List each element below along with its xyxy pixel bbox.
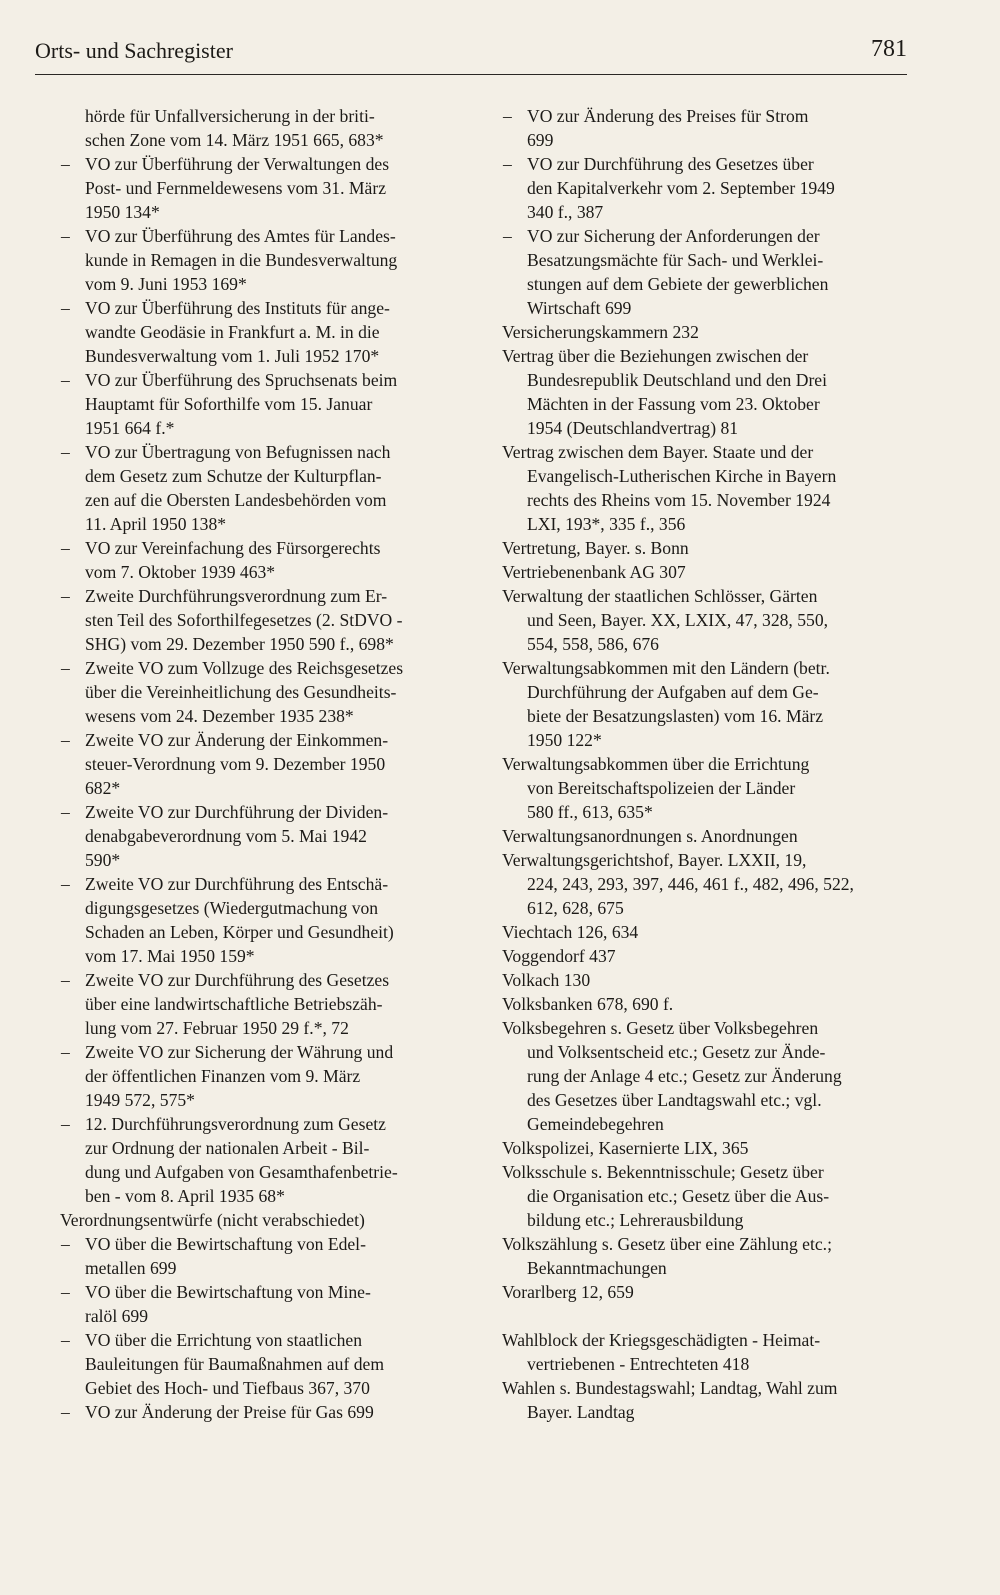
entry-continuation: über die Vereinheitlichung des Gesundheits- <box>85 682 397 702</box>
entry-continuation: steuer-Verordnung vom 9. Dezember 1950 <box>85 754 386 774</box>
entry-continuation: 580 ff., 613, 635* <box>527 802 653 822</box>
index-entry: Volksbanken 678, 690 f. <box>502 994 674 1014</box>
index-entry: Vertrag über die Beziehungen zwischen der <box>502 346 809 366</box>
entry-continuation: Bauleitungen für Baumaßnahmen auf dem <box>85 1354 384 1374</box>
index-entry: Verwaltungsabkommen mit den Ländern (betr. <box>502 658 830 678</box>
entry-continuation: Bundesrepublik Deutschland und den Drei <box>527 370 828 390</box>
entry-continuation: 340 f., 387 <box>527 202 604 222</box>
index-entry: Vertretung, Bayer. s. Bonn <box>502 538 689 558</box>
entry-continuation: wandte Geodäsie in Frankfurt a. M. in die <box>85 322 380 342</box>
entry-continuation: Bayer. Landtag <box>527 1402 635 1422</box>
entry-continuation: über eine landwirtschaftliche Betriebszäh- <box>85 994 383 1014</box>
entry-continuation: rung der Anlage 4 etc.; Gesetz zur Änderung <box>527 1066 842 1086</box>
entry-continuation: 11. April 1950 138* <box>85 514 227 534</box>
entry-continuation: und Seen, Bayer. XX, LXIX, 47, 328, 550, <box>527 610 829 630</box>
entry-continuation: Post- und Fernmeldewesens vom 31. März <box>85 178 387 198</box>
index-subentry: – VO zur Übertragung von Befugnissen nach <box>60 440 470 464</box>
index-subentry: – VO über die Errichtung von staatlichen <box>60 1328 470 1352</box>
index-subentry: – 12. Durchführungsverordnung zum Gesetz <box>60 1112 470 1136</box>
entry-continuation: ralöl 699 <box>85 1306 149 1326</box>
entry-continuation: rechts des Rheins vom 15. November 1924 <box>527 490 831 510</box>
index-subentry: – Zweite VO zum Vollzuge des Reichsgesetzes <box>60 656 470 680</box>
entry-continuation: 590* <box>85 850 121 870</box>
entry-continuation: der öffentlichen Finanzen vom 9. März <box>85 1066 361 1086</box>
entry-continuation: vom 7. Oktober 1939 463* <box>85 562 276 582</box>
entry-continuation: hörde für Unfallversicherung in der briti- <box>85 106 375 126</box>
entry-continuation: Wirtschaft 699 <box>527 298 632 318</box>
index-entry: Voggendorf 437 <box>502 946 616 966</box>
entry-continuation: Besatzungsmächte für Sach- und Werklei- <box>527 250 824 270</box>
index-entry: Versicherungskammern 232 <box>502 322 699 342</box>
index-entry: Volkspolizei, Kasernierte LIX, 365 <box>502 1138 749 1158</box>
entry-continuation: 1950 134* <box>85 202 160 222</box>
entry-continuation: 612, 628, 675 <box>527 898 624 918</box>
index-subentry: – Zweite VO zur Durchführung der Dividen- <box>60 800 470 824</box>
entry-continuation: Durchführung der Aufgaben auf dem Ge- <box>527 682 819 702</box>
index-column-left <box>60 104 470 1424</box>
index-subentry: – VO zur Änderung der Preise für Gas 699 <box>60 1400 470 1424</box>
entry-continuation: dung und Aufgaben von Gesamthafenbetrie- <box>85 1162 398 1182</box>
entry-continuation: vom 17. Mai 1950 159* <box>85 946 255 966</box>
index-entry: Wahlblock der Kriegsgeschädigten - Heimat- <box>502 1330 821 1350</box>
index-subentry: – VO über die Bewirtschaftung von Mine- <box>60 1280 470 1304</box>
entry-continuation: 1954 (Deutschlandvertrag) 81 <box>527 418 739 438</box>
entry-continuation: Evangelisch-Lutherischen Kirche in Bayern <box>527 466 837 486</box>
entry-continuation: des Gesetzes über Landtagswahl etc.; vgl. <box>527 1090 822 1110</box>
index-subentry: – Zweite VO zur Sicherung der Währung und <box>60 1040 470 1064</box>
index-subentry: – VO zur Überführung des Spruchsenats beim <box>60 368 470 392</box>
index-entry: Verwaltungsgerichtshof, Bayer. LXXII, 19, <box>502 850 807 870</box>
index-subentry: – VO zur Änderung des Preises für Strom <box>502 104 912 128</box>
index-subentry: – Zweite VO zur Durchführung des Entschä- <box>60 872 470 896</box>
entry-continuation: wesens vom 24. Dezember 1935 238* <box>85 706 354 726</box>
entry-continuation: Gebiet des Hoch- und Tiefbaus 367, 370 <box>85 1378 370 1398</box>
index-subentry: – VO zur Durchführung des Gesetzes über <box>502 152 912 176</box>
index-entry: Vertriebenenbank AG 307 <box>502 562 686 582</box>
index-entry: Wahlen s. Bundestagswahl; Landtag, Wahl zum <box>502 1378 838 1398</box>
entry-continuation: SHG) vom 29. Dezember 1950 590 f., 698* <box>85 634 394 654</box>
index-subentry: – VO zur Überführung des Instituts für ange- <box>60 296 470 320</box>
entry-continuation: Bekanntmachungen <box>527 1258 667 1278</box>
entry-continuation: von Bereitschaftspolizeien der Länder <box>527 778 796 798</box>
index-subentry: – Zweite VO zur Änderung der Einkommen- <box>60 728 470 752</box>
entry-continuation: Hauptamt für Soforthilfe vom 15. Januar <box>85 394 373 414</box>
entry-continuation: dem Gesetz zum Schutze der Kulturpflan- <box>85 466 382 486</box>
entry-continuation: schen Zone vom 14. März 1951 665, 683* <box>85 130 384 150</box>
index-entry: Vertrag zwischen dem Bayer. Staate und der <box>502 442 814 462</box>
index-subentry: – VO über die Bewirtschaftung von Edel- <box>60 1232 470 1256</box>
entry-continuation: bildung etc.; Lehrerausbildung <box>527 1210 744 1230</box>
entry-continuation: Mächten in der Fassung vom 23. Oktober <box>527 394 820 414</box>
entry-continuation: zur Ordnung der nationalen Arbeit - Bil- <box>85 1138 370 1158</box>
running-title: Orts- und Sachregister <box>35 38 233 63</box>
entry-continuation: Schaden an Leben, Körper und Gesundheit) <box>85 922 394 942</box>
entry-continuation: 224, 243, 293, 397, 446, 461 f., 482, 496, 522, <box>527 874 854 894</box>
entry-continuation: Gemeindebegehren <box>527 1114 664 1134</box>
index-subentry: – Zweite VO zur Durchführung des Gesetzes <box>60 968 470 992</box>
index-entry: Viechtach 126, 634 <box>502 922 639 942</box>
index-entry: Verwaltung der staatlichen Schlösser, Gärten <box>502 586 818 606</box>
entry-continuation: denabgabeverordnung vom 5. Mai 1942 <box>85 826 367 846</box>
index-subentry: – VO zur Sicherung der Anforderungen der <box>502 224 912 248</box>
entry-continuation: kunde in Remagen in die Bundesverwaltung <box>85 250 398 270</box>
entry-continuation: 1951 664 f.* <box>85 418 175 438</box>
page-number: 781 <box>871 36 907 62</box>
index-entry: Verwaltungsabkommen über die Errichtung <box>502 754 810 774</box>
entry-continuation: digungsgesetzes (Wiedergutmachung von <box>85 898 379 918</box>
index-entry: Volkach 130 <box>502 970 591 990</box>
entry-spacer <box>502 1304 912 1328</box>
entry-continuation: ben - vom 8. April 1935 68* <box>85 1186 285 1206</box>
index-entry: Volksschule s. Bekenntnisschule; Gesetz über <box>502 1162 824 1182</box>
index-entry: Vorarlberg 12, 659 <box>502 1282 634 1302</box>
entry-continuation: den Kapitalverkehr vom 2. September 1949 <box>527 178 835 198</box>
entry-continuation: biete der Besatzungslasten) vom 16. März <box>527 706 824 726</box>
index-entry: Volkszählung s. Gesetz über eine Zählung etc.; <box>502 1234 832 1254</box>
index-column-right <box>502 104 912 1424</box>
index-entry: Verordnungsentwürfe (nicht verabschiedet) <box>60 1210 365 1230</box>
entry-continuation: 1950 122* <box>527 730 602 750</box>
index-subentry: – VO zur Überführung der Verwaltungen des <box>60 152 470 176</box>
entry-continuation: 682* <box>85 778 121 798</box>
index-subentry: – Zweite Durchführungsverordnung zum Er- <box>60 584 470 608</box>
entry-continuation: LXI, 193*, 335 f., 356 <box>527 514 686 534</box>
index-entry: Volksbegehren s. Gesetz über Volksbegehren <box>502 1018 819 1038</box>
index-subentry: – VO zur Überführung des Amtes für Landes- <box>60 224 470 248</box>
entry-continuation: vertriebenen - Entrechteten 418 <box>527 1354 750 1374</box>
page-header <box>35 36 907 75</box>
entry-continuation: stungen auf dem Gebiete der gewerblichen <box>527 274 829 294</box>
entry-continuation: lung vom 27. Februar 1950 29 f.*, 72 <box>85 1018 349 1038</box>
entry-continuation: die Organisation etc.; Gesetz über die Aus- <box>527 1186 830 1206</box>
entry-continuation: und Volksentscheid etc.; Gesetz zur Ände- <box>527 1042 826 1062</box>
entry-continuation: zen auf die Obersten Landesbehörden vom <box>85 490 387 510</box>
index-entry: Verwaltungsanordnungen s. Anordnungen <box>502 826 798 846</box>
entry-continuation: sten Teil des Soforthilfegesetzes (2. StDVO - <box>85 610 403 630</box>
entry-continuation: 1949 572, 575* <box>85 1090 195 1110</box>
entry-continuation: vom 9. Juni 1953 169* <box>85 274 247 294</box>
entry-continuation: Bundesverwaltung vom 1. Juli 1952 170* <box>85 346 380 366</box>
entry-continuation: metallen 699 <box>85 1258 177 1278</box>
entry-continuation: 554, 558, 586, 676 <box>527 634 659 654</box>
entry-continuation: 699 <box>527 130 554 150</box>
index-subentry: – VO zur Vereinfachung des Fürsorgerechts <box>60 536 470 560</box>
